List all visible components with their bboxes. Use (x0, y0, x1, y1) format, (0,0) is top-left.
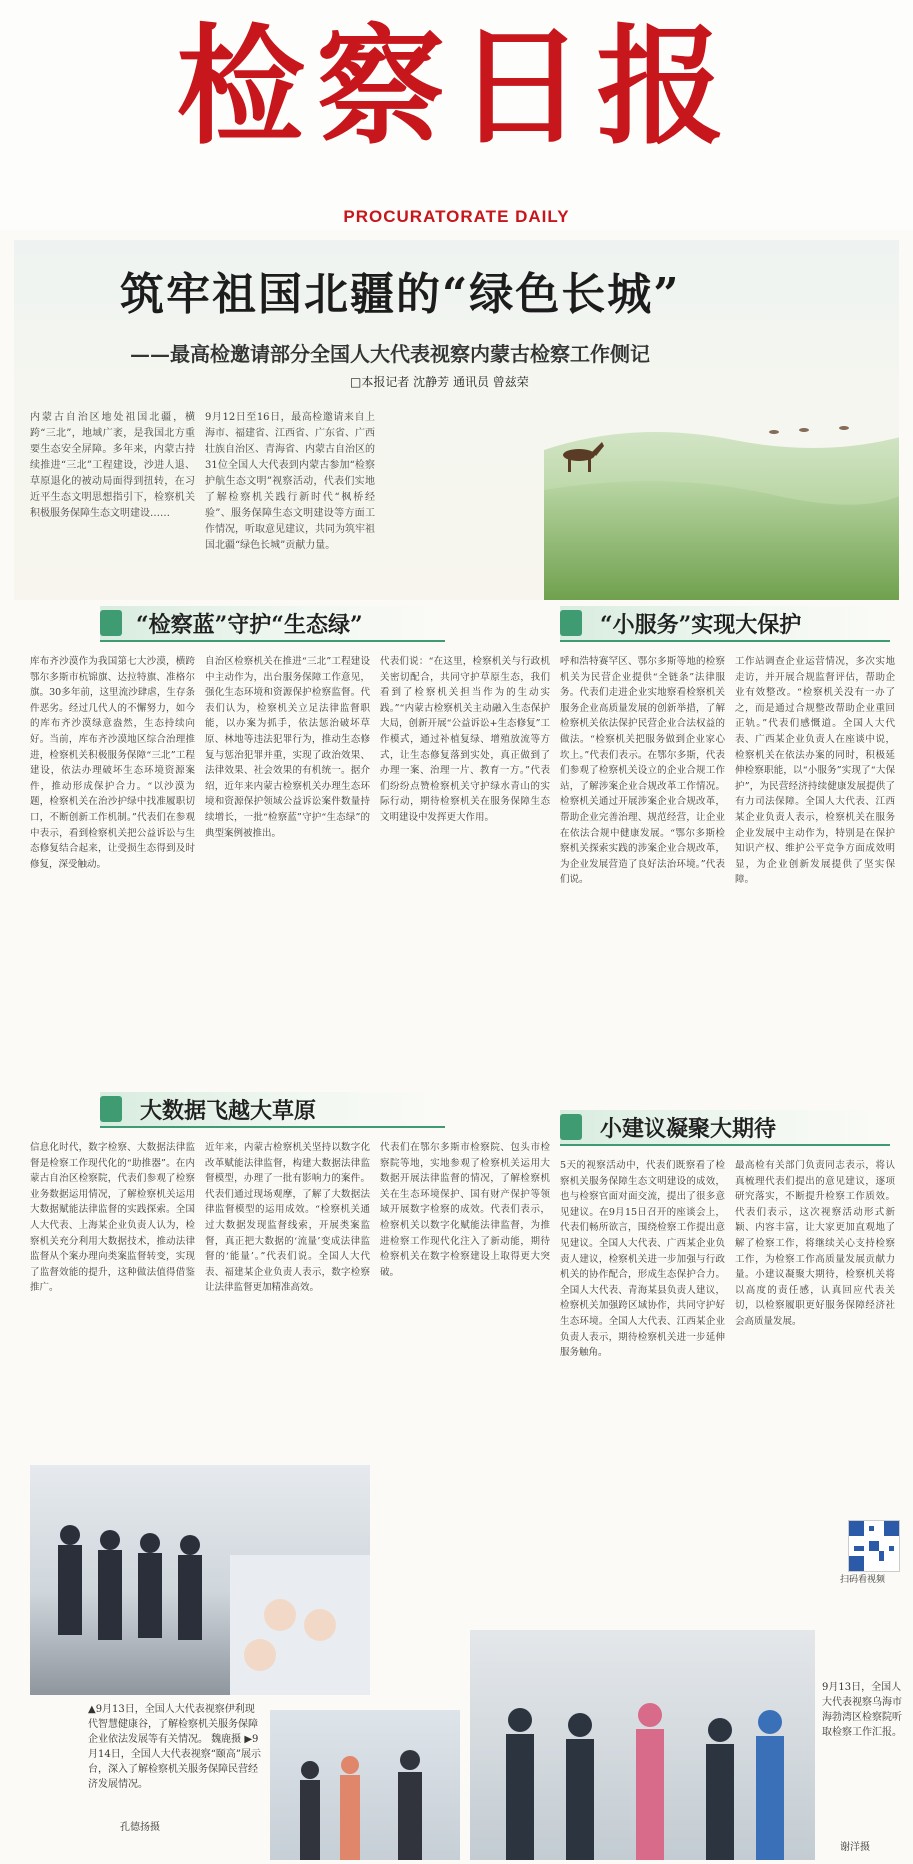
photo-delegates-visit (30, 1465, 370, 1695)
leaf-icon (560, 610, 582, 636)
photo-credit-right: 谢洋摄 (840, 1842, 870, 1853)
section-title: “检察蓝”守护“生态绿” (136, 612, 363, 638)
photo-procuratorate-visit (470, 1630, 815, 1860)
column-text: 信息化时代，数字检察、大数据法律监督是检察工作现代化的“助推器”。在内蒙古自治区检察院，代表们参观了检察业务数据运用情况，了解检察机关运用大数据赋能法律监督的实践探索。全国人大代表、上海某企业负责人认为，检察机关充分利用大数据技术，推动法律监督从个案办理向类案监督转变，实现了监督效能的提升，这种做法值得借鉴推广。 (30, 1142, 195, 1294)
photo-caption-right: 9月13日，全国人大代表视察乌海市海勃湾区检察院听取检察工作汇报。 (822, 1682, 902, 1738)
column-text: 呼和浩特赛罕区、鄂尔多斯等地的检察机关为民营企业提供“全链条”法律服务。代表们走进企业实地察看检察机关服务企业高质量发展的创新举措，了解检察机关依法保护民营企业合法权益的做法。“检察机关把服务做到企业家心坎上。”代表们表示。在鄂尔多斯，代表们参观了检察机关设立的企业合规工作站，了解涉案企业合规改革工作情况。检察机关通过开展涉案企业合规改革，帮助企业完善治理、规范经营，让企业在依法合规中健康发展。“鄂尔多斯检察机关探索实践的涉案企业合规改革，为企业发展营造了良好法治环境。”代表们说。 (560, 656, 725, 886)
column-text: 近年来，内蒙古检察机关坚持以数字化改革赋能法律监督，构建大数据法律监督模型，办理了一批有影响力的案件。代表们通过现场观摩，了解了大数据法律监督模型的运用成效。“检察机关通过大数据发现监督线索，开展类案监督，真正把大数据的‘流量’变成法律监督的‘能量’。”代表们说。全国人大代表、福建某企业负责人表示，数字检察让法律监督更加精准高效。 (205, 1142, 370, 1294)
newspaper-title: 检察日报 (176, 12, 737, 162)
column-text: 5天的视察活动中，代表们既察看了检察机关服务保障生态文明建设的成效，也与检察官面对面交流，提出了很多意见建议。在9月15日召开的座谈会上，代表们畅所欲言，围绕检察工作提出意见建议。全国人大代表、广西某企业负责人建议，检察机关进一步加强与行政机关的协作配合，形成生态保护合力。全国人大代表、青海某县负责人建议，检察机关加强跨区域协作，共同守护好生态环境。全国人大代表、江西某企业负责人表示，期待检察机关进一步延伸服务触角。 (560, 1160, 725, 1359)
leaf-icon (560, 1114, 582, 1140)
section-title: “小服务”实现大保护 (600, 612, 802, 638)
column-text: 代表们在鄂尔多斯市检察院、包头市检察院等地，实地参观了检察机关运用大数据开展法律监督的情况，了解检察机关在生态环境保护、国有财产保护等领域开展数字检察的成效。代表们表示，检察机关以数字化赋能法律监督，为推进检察工作现代化注入了新动能，期待检察机关在数字检察建设上取得更大突破。 (380, 1142, 550, 1278)
column-text: 工作站调查企业运营情况，多次实地走访，并开展合规监督评估，帮助企业有效整改。“检察机关没有一办了之，而是通过合规整改帮助企业重回正轨。”代表们感慨道。全国人大代表、广西某企业负责人在座谈中说，检察机关在依法办案的同时，积极延伸检察职能，以“小服务”实现了“大保护”，为民营经济持续健康发展提供了有力司法保障。全国人大代表、江西某企业负责人表示，检察机关在服务企业发展中主动作为，特别是在保护知识产权、维护公平竞争方面成效明显，为企业创新发展提供了坚实保障。 (735, 656, 895, 886)
qr-label: 扫码看视频 (840, 1575, 886, 1585)
article-subheadline: ——最高检邀请部分全国人大代表视察内蒙古检察工作侧记 (130, 342, 650, 366)
column-text: 自治区检察机关在推进“三北”工程建设中主动作为，出台服务保障工作意见，强化生态环境和资源保护检察监督。代表们认为，检察机关立足法律监督职能，以办案为抓手，依法惩治破坏草原、林地等违法犯罪行为，推动生态修复与惩治犯罪并重，实现了政治效果、法律效果、社会效果的有机统一。据介绍，近年来内蒙古检察机关办理生态环境和资源保护领域公益诉讼案件数量持续增长，一批“检察蓝”守护“生态绿”的典型案例被推出。 (205, 656, 370, 839)
column-text: 库布齐沙漠作为我国第七大沙漠，横跨鄂尔多斯市杭锦旗、达拉特旗、准格尔旗。30多年前，这里流沙肆虐，生存条件恶劣。经过几代人的不懈努力，如今的库布齐沙漠绿意盎然，生态持续向好。当前，库布齐沙漠地区综合治理推进，检察机关积极服务保障“三北”工程建设，依法办理破坏生态环境资源案件，推动形成保护合力。“以沙漠为题，检察机关在治沙护绿中找准履职切口，不断创新工作机制。”代表们在参观中表示，看到检察机关把公益诉讼与生态修复结合起来，让受损生态得到及时修复，深受触动。 (30, 656, 195, 870)
qr-code[interactable] (848, 1520, 900, 1572)
people-photo-icon (270, 1710, 460, 1860)
article-headline: 筑牢祖国北疆的“绿色长城” (120, 269, 681, 320)
people-photo-icon (30, 1465, 370, 1695)
newspaper-subtitle: PROCURATORATE DAILY (343, 207, 570, 226)
section-title: 大数据飞越大草原 (140, 1098, 317, 1124)
masthead (0, 0, 913, 230)
people-photo-icon (470, 1630, 815, 1860)
lead-paragraph-1: 内蒙古自治区地处祖国北疆，横跨“三北”，地域广袤，是我国北方重要生态安全屏障。多年来，内蒙古持续推进“三北”工程建设，沙进人退、草原退化的被动局面得到扭转，在习近平生态文明思想指引下，检察机关积极服务保障生态文明建设…… (30, 412, 195, 519)
section-header-ecology (100, 606, 445, 642)
leaf-icon (100, 610, 122, 636)
section-title: 小建议凝聚大期待 (600, 1116, 777, 1142)
qr-code-icon (849, 1521, 899, 1571)
section-header-service (560, 606, 890, 642)
column-text: 最高检有关部门负责同志表示，将认真梳理代表们提出的意见建议，逐项研究落实，不断提升检察工作质效。代表们表示，这次视察活动形式新颖、内容丰富，让大家更加直观地了解了检察工作，将继续关心支持检察工作，为检察工作高质量发展贡献力量。小建议凝聚大期待，检察机关将以高度的责任感，认真回应代表关切，以检察履职更好服务保障经济社会高质量发展。 (735, 1160, 895, 1327)
byline: □本报记者 沈静芳 通讯员 曾兹荣 (350, 375, 529, 389)
column-text: 代表们说：“在这里，检察机关与行政机关密切配合，共同守护草原生态，我们看到了检察机关担当作为的生动实践。”“内蒙古检察机关主动融入生态保护大局，创新开展“公益诉讼+生态修复”工作模式，通过补植复绿、增殖放流等方式，让生态修复落到实处，真正做到了办理一案、治理一片、教育一方。”代表们纷纷点赞检察机关守护绿水青山的实际行动，期待检察机关在服务保障生态文明建设中发挥更大作用。 (380, 656, 550, 823)
photo-credit-left: 孔德扬摄 (120, 1822, 160, 1833)
photo-caption-left: ▲9月13日，全国人大代表视察伊利现代智慧健康谷，了解检察机关服务保障企业依法发展等有关情况。 魏鹿摄 ▶9月14日，全国人大代表视察“颐高”展示台，深入了解检察机关服务保障民营经济发展情况。 (88, 1704, 261, 1790)
photo-exhibition (270, 1710, 460, 1860)
leaf-icon (100, 1096, 122, 1122)
section-header-bigdata (100, 1092, 445, 1128)
section-header-suggestions (560, 1110, 890, 1146)
lead-paragraph-2: 9月12日至16日，最高检邀请来自上海市、福建省、江西省、广东省、广西壮族自治区、青海省、内蒙古自治区的31位全国人大代表到内蒙古参加“检察护航生态文明”视察活动，代表们实地了解检察机关践行新时代“枫桥经验”、服务保障生态文明建设等方面工作情况，听取意见建议，共同为筑牢祖国北疆“绿色长城”贡献力量。 (205, 412, 375, 551)
